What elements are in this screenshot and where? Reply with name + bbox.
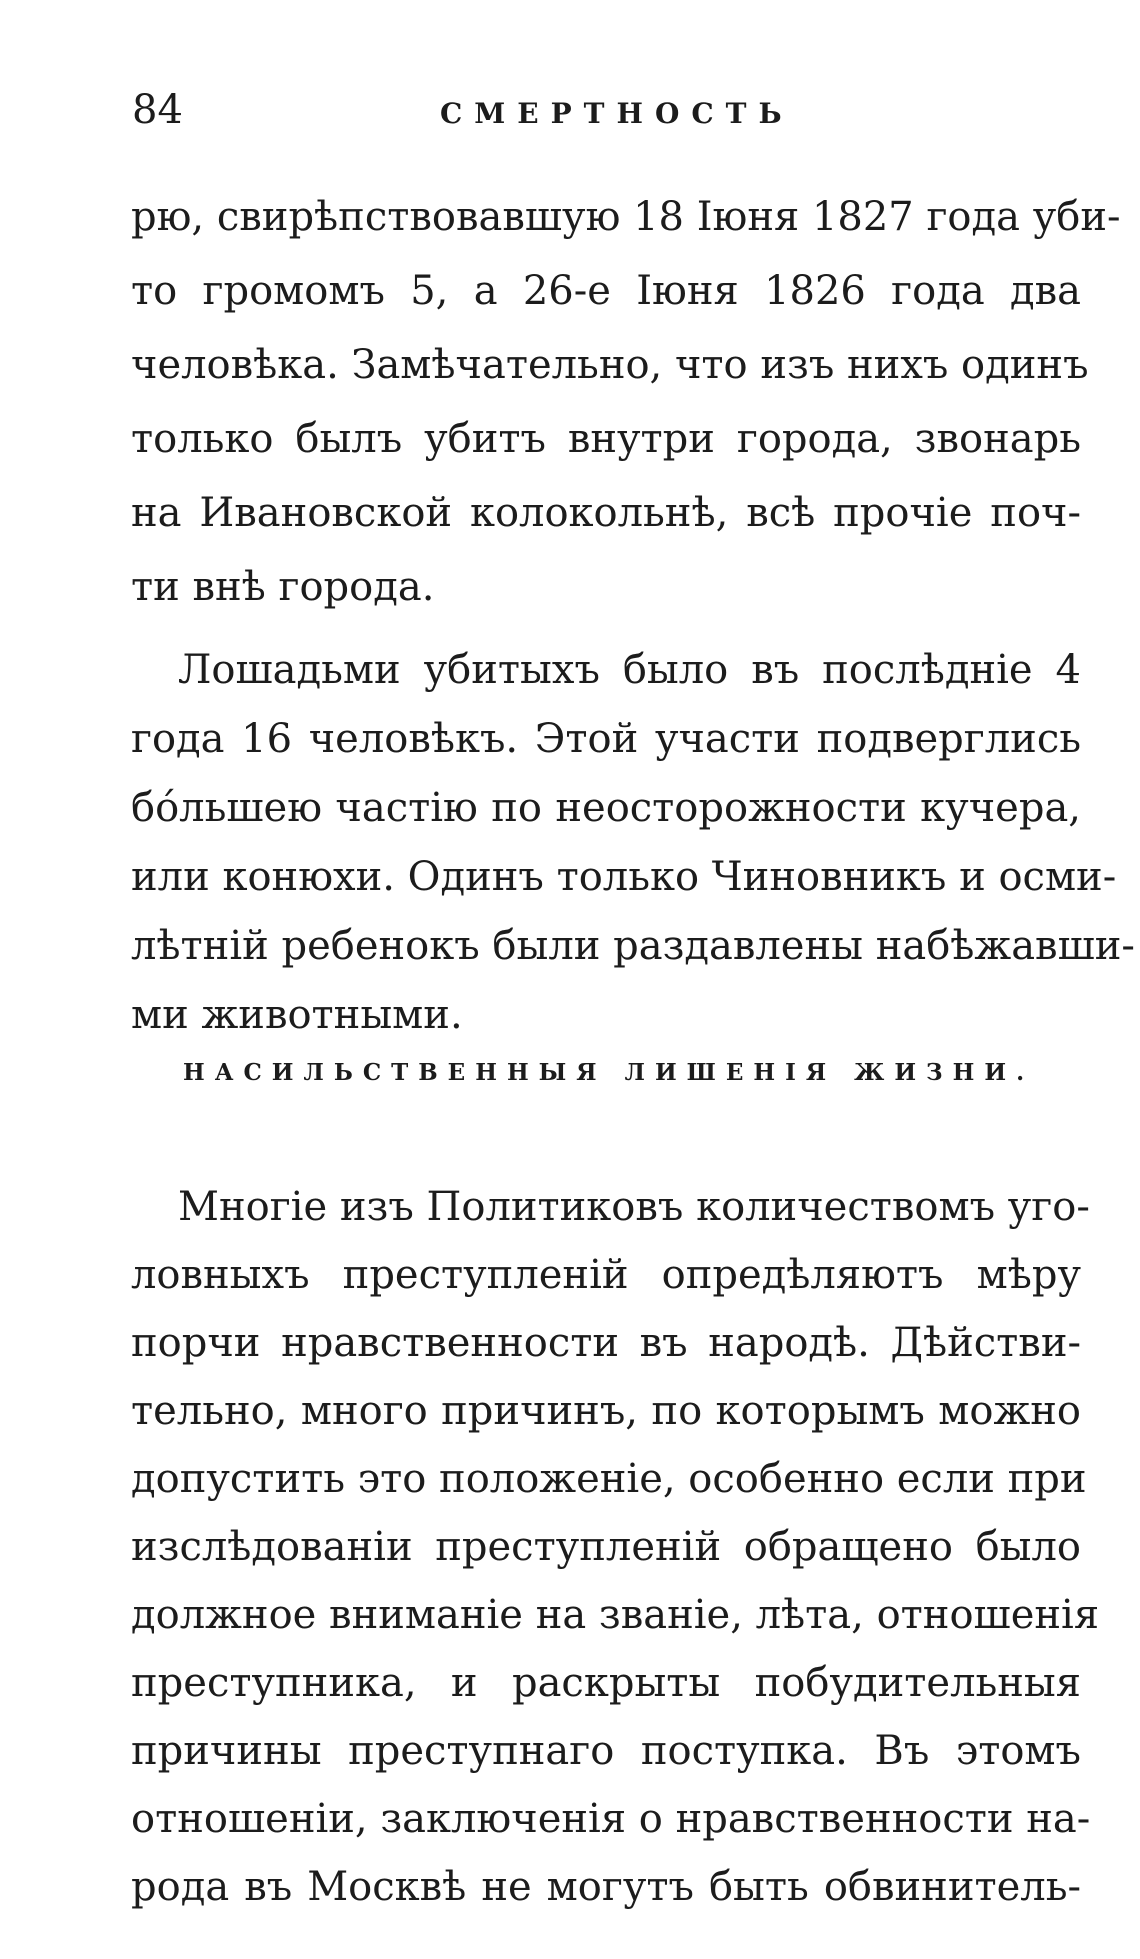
running-title: СМЕРТНОСТЬ	[440, 97, 794, 130]
text-line: изслѣдованіи преступленій обращено было	[131, 1524, 1081, 1570]
text-line: должное вниманіе на званіе, лѣта, отношенія	[131, 1592, 1100, 1638]
text-line: допустить это положеніе, особенно если при	[131, 1456, 1087, 1502]
text-line: преступника, и раскрыты побудительныя	[131, 1660, 1081, 1706]
section-heading: НАСИЛЬСТВЕННЫЯ ЛИШЕНІЯ ЖИЗНИ.	[183, 1059, 1035, 1086]
text-line: на Ивановской колокольнѣ, всѣ прочіе поч-	[131, 490, 1081, 536]
text-line: лѣтній ребенокъ были раздавлены набѣжавши-	[131, 923, 1135, 969]
text-line: человѣка. Замѣчательно, что изъ нихъ одинъ	[131, 342, 1089, 388]
text-line: ми животными.	[131, 992, 463, 1038]
text-line: бóльшею частію по неосторожности кучера,	[131, 785, 1081, 831]
text-line: Лошадьми убитыхъ было въ послѣдніе 4	[178, 647, 1081, 693]
text-line: ти внѣ города.	[131, 564, 435, 610]
text-line: отношеніи, заключенія о нравственности на-	[131, 1796, 1091, 1842]
text-line: Многіе изъ Политиковъ количествомъ уго-	[178, 1184, 1090, 1230]
text-line: ловныхъ преступленій опредѣляютъ мѣру	[131, 1252, 1081, 1298]
text-line: тельно, много причинъ, по которымъ можно	[131, 1388, 1081, 1434]
text-line: рода въ Москвѣ не могутъ быть обвинитель-	[131, 1864, 1081, 1910]
text-line: то громомъ 5, а 26-е Іюня 1826 года два	[131, 268, 1081, 314]
text-line: порчи нравственности въ народѣ. Дѣйстви-	[131, 1320, 1081, 1366]
text-line: причины преступнаго поступка. Въ этомъ	[131, 1728, 1081, 1774]
text-line: рю, свирѣпствовавшую 18 Іюня 1827 года уби-	[131, 194, 1121, 240]
text-line: года 16 человѣкъ. Этой участи подверглись	[131, 716, 1081, 762]
page-number: 84	[132, 87, 183, 133]
text-line: или конюхи. Одинъ только Чиновникъ и осми-	[131, 854, 1117, 900]
text-line: только былъ убитъ внутри города, звонарь	[131, 416, 1081, 462]
